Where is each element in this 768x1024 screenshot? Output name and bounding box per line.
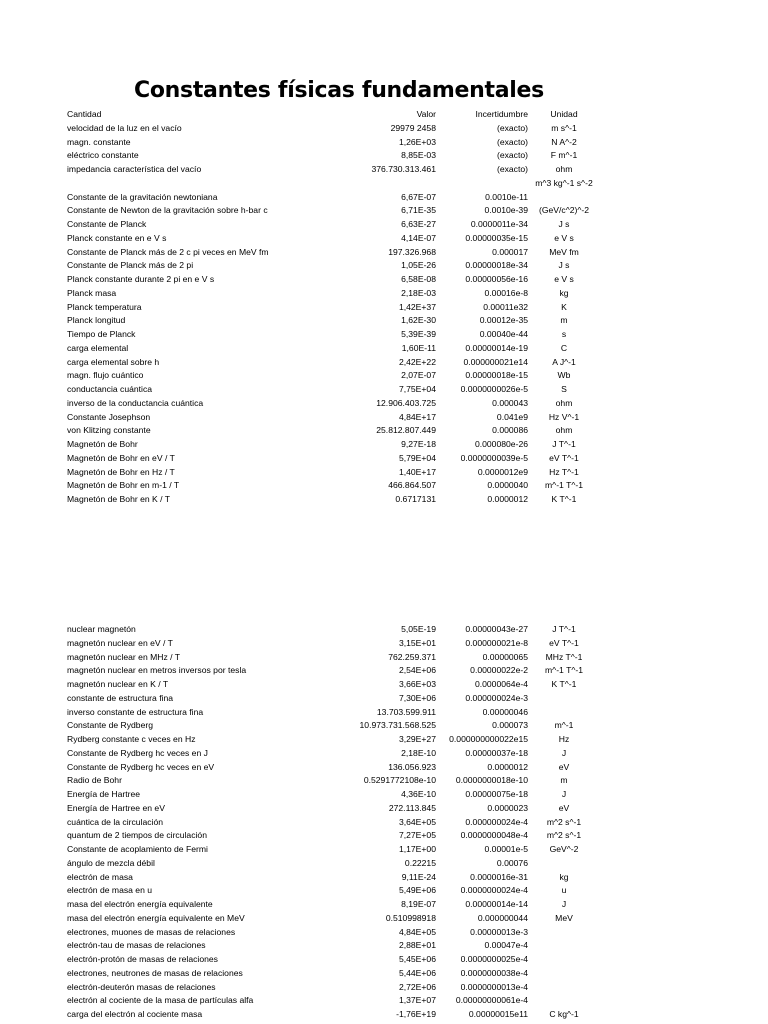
constant-unit: u [561,885,567,896]
constant-value: 1,37E+07 [398,995,436,1006]
constant-unit: eV T^-1 [549,637,579,648]
constant-value: 8,85E-03 [401,150,436,161]
constant-uncertainty: 0.00001e-5 [484,844,528,854]
table-row [0,122,768,136]
constant-uncertainty: 0.0000000039e-5 [460,452,528,463]
constant-uncertainty: 0.000000044 [477,912,528,923]
constant-uncertainty: 0.0000000038e-4 [460,967,528,978]
constant-name: inverso constante de estructura fina [67,706,204,717]
constant-value: 5,45E+06 [398,954,436,964]
constant-unit: MeV [555,912,573,923]
constant-name: von Klitzing constante [67,425,151,436]
table-row [0,218,768,232]
table-row [0,314,768,328]
constant-name: Constante de la gravitación newtoniana [67,191,218,202]
constant-value: 2,18E-03 [401,287,436,298]
constant-value: 1,26E+03 [398,136,436,147]
constant-uncertainty: 0.00000035e-15 [465,232,528,243]
constant-unit: s [561,329,567,339]
table-row [0,816,768,830]
constant-unit: K T^-1 [551,494,577,504]
constant-value: 9,11E-24 [401,871,436,882]
table-row [0,719,768,733]
constant-value: 3,66E+03 [398,679,436,689]
constant-unit: MeV fm [549,246,579,257]
constant-uncertainty: 0.0000012e9 [477,466,528,477]
table-row [0,678,768,692]
table-row [0,177,768,205]
table-row [0,301,768,315]
constant-value: 1,05E-26 [401,260,436,271]
header-name: Cantidad [67,109,102,119]
constant-value: 2,42E+22 [398,356,436,367]
constant-uncertainty: 0.0000016e-31 [470,871,528,882]
constant-name: electrones, muones de masas de relaciones [67,926,236,937]
constant-uncertainty: 0.0000023 [487,802,528,813]
constant-uncertainty: 0.00011e32 [483,301,528,312]
table-row [0,328,768,342]
page-title: Constantes físicas fundamentales [134,78,544,103]
constant-unit: J [561,789,567,799]
constant-value: 2,72E+06 [398,981,436,992]
table-row [0,273,768,287]
constant-unit: (GeV/c^2)^-2 [538,205,590,216]
constant-value: 5,79E+04 [398,452,436,463]
constant-name: conductancia cuántica [67,384,153,394]
constant-unit: J s [558,219,570,229]
table-row [0,747,768,761]
table-row [0,479,768,493]
table-row [0,411,768,425]
constant-uncertainty: 0.00012e-35 [479,315,528,326]
constants-table-2 [0,623,768,1022]
constant-value: 4,36E-10 [401,789,436,799]
table-row [0,383,768,397]
constant-name: electrón-deuterón masas de relaciones [67,981,216,992]
constant-uncertainty: (exacto) [496,164,528,174]
header-value: Valor [416,109,436,119]
table-row [0,926,768,940]
constant-unit: e V s [554,232,574,243]
constant-name: Planck constante durante 2 pi en e V s [67,274,215,284]
constant-unit: ohm [555,164,573,174]
constant-uncertainty: 0.000043 [492,397,528,408]
constant-value: 197.326.968 [388,246,436,257]
constant-unit: Hz T^-1 [549,466,579,477]
constant-value: 5,44E+06 [398,967,436,978]
constant-name: carga del electrón al cociente masa [67,1009,203,1019]
constant-value: 25.812.807.449 [376,425,436,436]
constant-unit: F m^-1 [550,150,578,161]
constant-value: 4,14E-07 [401,232,436,243]
table-row [0,369,768,383]
constant-value: 272.113.845 [388,802,436,813]
constant-name: Constante de Rydberg hc veces en eV [67,761,215,772]
constant-unit: C [560,342,568,353]
constant-uncertainty: 0.0000000025e-4 [460,954,528,964]
constant-unit: K [561,301,567,312]
constant-name: Planck temperatura [67,301,142,312]
constant-unit: MHz T^-1 [545,651,583,662]
table-row [0,733,768,747]
constant-name: Magnetón de Bohr en m-1 / T [67,480,180,491]
constant-unit: kg [559,871,569,882]
table-row [0,706,768,720]
constant-name: Constante de acoplamiento de Fermi [67,844,208,854]
constant-value: 3,29E+27 [398,734,436,744]
constant-name: eléctrico constante [67,150,139,161]
constant-uncertainty: 0.00000015e11 [468,1009,528,1019]
constant-unit: m^-1 T^-1 [545,665,583,676]
constant-uncertainty: 0.000017 [492,246,528,257]
table-row [0,761,768,775]
table-row [0,843,768,857]
constant-value: 7,30E+06 [398,692,436,703]
constant-name: magn. flujo cuántico [67,370,144,381]
constant-unit: eV [558,802,570,813]
constant-name: Magnetón de Bohr en Hz / T [67,466,175,477]
constant-uncertainty: 0.0010e-11 [485,191,528,202]
constant-uncertainty: 0.000000000022e15 [449,734,528,744]
constant-name: masa del electrón energía equivalente en MeV [67,912,245,923]
constant-name: Tiempo de Planck [67,329,136,339]
table-row [0,788,768,802]
constant-name: carga elemental sobre h [67,356,160,367]
header-unit: Unidad [550,109,578,119]
constant-uncertainty: 0.0000064e-4 [474,679,528,689]
constant-name: velocidad de la luz en el vacío [67,122,182,133]
table-row [0,912,768,926]
constant-name: magnetón nuclear en MHz / T [67,651,181,662]
constant-uncertainty: (exacto) [496,122,528,133]
constant-name: nuclear magnetón [67,624,136,634]
constant-value: 10.973.731.568.525 [359,720,436,731]
constant-name: electrón al cociente de la masa de partículas alfa [67,995,254,1006]
table-header-row [0,108,768,122]
constant-uncertainty: 0.00047e-4 [484,940,528,951]
constant-name: Constante Josephson [67,411,151,422]
table-row [0,967,768,981]
constant-name: impedancia característica del vacío [67,164,202,174]
constant-uncertainty: 0.0000000048e-4 [460,830,528,841]
table-row [0,259,768,273]
constant-value: 3,64E+05 [398,816,436,827]
constant-uncertainty: 0.000000024e-4 [465,816,528,827]
table-row [0,692,768,706]
constant-name: Magnetón de Bohr en K / T [67,494,171,504]
constant-unit: kg [559,287,569,298]
constant-value: 12.906.403.725 [376,397,436,408]
constant-uncertainty: 0.00040e-44 [479,329,528,339]
constant-unit: J [561,747,567,758]
constant-uncertainty: 0.00000018e-15 [465,370,528,381]
constant-uncertainty: 0.0000012 [487,761,528,772]
table-row [0,871,768,885]
table-row [0,1008,768,1022]
constant-name: cuántica de la circulación [67,816,164,827]
constant-value: 5,49E+06 [398,885,436,896]
constant-uncertainty: 0.00076 [496,857,528,868]
constant-value: 29979 2458 [390,122,436,133]
table-row [0,623,768,637]
constant-name: Constante de Planck [67,219,147,229]
constant-value: 5,05E-19 [401,624,436,634]
constant-name: Energía de Hartree en eV [67,802,165,813]
constant-value: 7,75E+04 [398,384,436,394]
constant-value: 5,39E-39 [401,329,436,339]
constant-uncertainty: 0.0000040 [487,480,528,491]
constant-unit: J T^-1 [552,624,576,634]
constant-uncertainty: 0.00000056e-16 [465,274,528,284]
constant-value: 376.730.313.461 [371,164,436,174]
constant-uncertainty: 0.00000018e-34 [465,260,528,271]
constant-value: 7,27E+05 [398,830,436,841]
constant-value: 2,88E+01 [398,940,436,951]
constant-name: quantum de 2 tiempos de circulación [67,830,207,841]
constant-unit: S [561,384,567,394]
table-row [0,637,768,651]
constant-value: 0.510998918 [385,912,436,923]
constant-name: masa del electrón energía equivalente [67,899,213,909]
constant-uncertainty: 0.0000000018e-10 [455,775,528,786]
constant-unit: C kg^-1 [549,1009,579,1019]
constant-name: Constante de Rydberg hc veces en J [67,747,208,758]
table-row [0,939,768,953]
constant-name: Planck masa [67,287,117,298]
constant-unit: eV [558,761,570,772]
constant-value: 2,07E-07 [401,370,436,381]
constant-unit: m [560,315,568,326]
constant-value: 0.5291772108e-10 [363,775,436,786]
constant-uncertainty: 0.0010e-39 [484,205,528,216]
constant-unit: m^2 s^-1 [546,830,582,841]
table-row [0,149,768,163]
constant-unit: N A^-2 [551,136,577,147]
constant-uncertainty: 0.0000012 [487,494,528,504]
constant-unit: Hz V^-1 [548,411,580,422]
table-row [0,342,768,356]
constant-unit: m^3 kg^-1 s^-2 [535,177,593,188]
constant-value: 0.6717131 [395,494,436,504]
constant-name: ángulo de mezcla débil [67,857,155,868]
constant-unit: A J^-1 [552,356,576,367]
header-uncertainty: Incertidumbre [475,109,528,119]
constant-uncertainty: 0.00000043e-27 [465,624,528,634]
constant-unit: GeV^-2 [549,844,579,854]
constant-uncertainty: 0.00016e-8 [484,287,528,298]
table-row [0,493,768,507]
table-row [0,397,768,411]
constant-unit: m [560,775,568,786]
table-row [0,287,768,301]
constant-value: 6,63E-27 [401,219,436,229]
constant-uncertainty: 0.00000000061e-4 [455,995,528,1006]
constant-uncertainty: 0.000000021e14 [463,356,528,367]
constant-value: 8,19E-07 [401,899,436,909]
constant-value: 0.22215 [404,857,436,868]
constant-value: 4,84E+17 [398,411,436,422]
constant-name: magn. constante [67,136,131,147]
constant-unit: J s [558,260,570,271]
constant-value: 2,18E-10 [401,747,436,758]
constant-unit: J [561,899,567,909]
constant-uncertainty: 0.000080e-26 [474,439,528,449]
constant-value: 136.056.923 [388,761,436,772]
table-row [0,994,768,1008]
constant-value: 1,62E-30 [401,315,436,326]
constant-name: magnetón nuclear en metros inversos por tesla [67,665,247,676]
constant-unit: Wb [557,370,571,381]
table-row [0,829,768,843]
table-row [0,246,768,260]
table-row [0,651,768,665]
table-row [0,857,768,871]
table-row [0,438,768,452]
constant-uncertainty: 0.0000000013e-4 [460,981,528,992]
table-row [0,204,768,218]
table-row [0,898,768,912]
constant-value: 4,84E+05 [398,926,436,937]
table-row [0,452,768,466]
constant-name: magnetón nuclear en eV / T [67,637,173,648]
constant-name: Energía de Hartree [67,789,141,799]
table-row [0,356,768,370]
table-row [0,136,768,150]
constant-unit: m^-1 T^-1 [545,480,583,491]
constant-name: inverso de la conductancia cuántica [67,397,204,408]
table-row [0,466,768,480]
constant-name: carga elemental [67,342,129,353]
constant-value: 6,71E-35 [401,205,436,216]
constant-unit: m^2 s^-1 [546,816,582,827]
table-row [0,981,768,995]
constant-unit: ohm [555,397,573,408]
constant-value: 1,17E+00 [398,844,436,854]
constant-name: Radio de Bohr [67,775,122,786]
constant-uncertainty: 0.000000021e-8 [465,637,528,648]
constant-value: -1,76E+19 [396,1009,436,1019]
constant-value: 6,67E-07 [401,191,436,202]
constant-uncertainty: 0.00000037e-18 [465,747,528,758]
constant-unit: m^-1 [554,720,574,731]
constant-uncertainty: 0.041e9 [496,411,528,422]
constant-unit: m s^-1 [551,122,577,133]
constant-name: Planck constante en e V s [67,232,167,243]
constant-name: electrón de masa en u [67,885,153,896]
constant-uncertainty: 0.00000014e-14 [465,899,528,909]
constant-name: magnetón nuclear en K / T [67,679,169,689]
constant-unit: ohm [555,425,573,436]
constant-name: Planck longitud [67,315,126,326]
constant-uncertainty: 0.00000014e-19 [465,342,528,353]
constant-uncertainty: 0.0000000026e-5 [460,384,528,394]
constant-name: Constante de Planck más de 2 pi [67,260,194,271]
constant-uncertainty: 0.000073 [492,720,528,731]
constant-name: electrón de masa [67,871,133,882]
table-row [0,664,768,678]
constant-value: 3,15E+01 [398,637,436,648]
constant-uncertainty: 0.000086 [492,425,528,436]
constant-value: 1,60E-11 [401,342,436,353]
constant-uncertainty: 0.00000022e-2 [470,665,528,676]
constant-name: Magnetón de Bohr en eV / T [67,452,175,463]
constant-name: Constante de Planck más de 2 c pi veces en MeV fm [67,246,269,257]
constant-uncertainty: 0.0000000024e-4 [460,885,528,896]
constant-name: Rydberg constante c veces en Hz [67,734,196,744]
table-row [0,163,768,177]
table-row [0,774,768,788]
table-row [0,884,768,898]
constant-uncertainty: 0.00000075e-18 [465,789,528,799]
table-row [0,802,768,816]
constant-uncertainty: 0.00000046 [482,706,528,717]
constant-name: electrón-tau de masas de relaciones [67,940,206,951]
constant-name: electrones, neutrones de masas de relaciones [67,967,243,978]
constant-value: 1,40E+17 [398,466,436,477]
constant-value: 9,27E-18 [401,439,436,449]
constant-value: 762.259.371 [388,651,436,662]
constant-value: 6,58E-08 [401,274,436,284]
constant-name: Constante de Rydberg [67,720,153,731]
constant-uncertainty: (exacto) [496,136,528,147]
table-row [0,232,768,246]
constant-uncertainty: 0.00000065 [482,651,528,662]
constant-name: electrón-protón de masas de relaciones [67,954,218,964]
constant-value: 13.703.599.911 [376,706,436,717]
constant-value: 1,42E+37 [398,301,436,312]
constant-unit: J T^-1 [552,439,576,449]
constant-name: constante de estructura fina [67,692,174,703]
constant-unit: eV T^-1 [549,452,579,463]
constant-unit: e V s [554,274,574,284]
constant-unit: Hz [558,734,570,744]
table-row [0,424,768,438]
constant-uncertainty: (exacto) [496,150,528,161]
constant-value: 466.864.507 [388,480,436,491]
constants-table-1 [0,108,768,507]
constant-unit: K T^-1 [551,679,577,689]
constant-uncertainty: 0.0000011e-34 [470,219,528,229]
constant-value: 2,54E+06 [398,665,436,676]
constant-name: Magnetón de Bohr [67,439,138,449]
constant-name: Constante de Newton de la gravitación sobre h-bar c [67,205,268,216]
constant-uncertainty: 0.00000013e-3 [470,926,528,937]
table-row [0,953,768,967]
constant-uncertainty: 0.000000024e-3 [465,692,528,703]
